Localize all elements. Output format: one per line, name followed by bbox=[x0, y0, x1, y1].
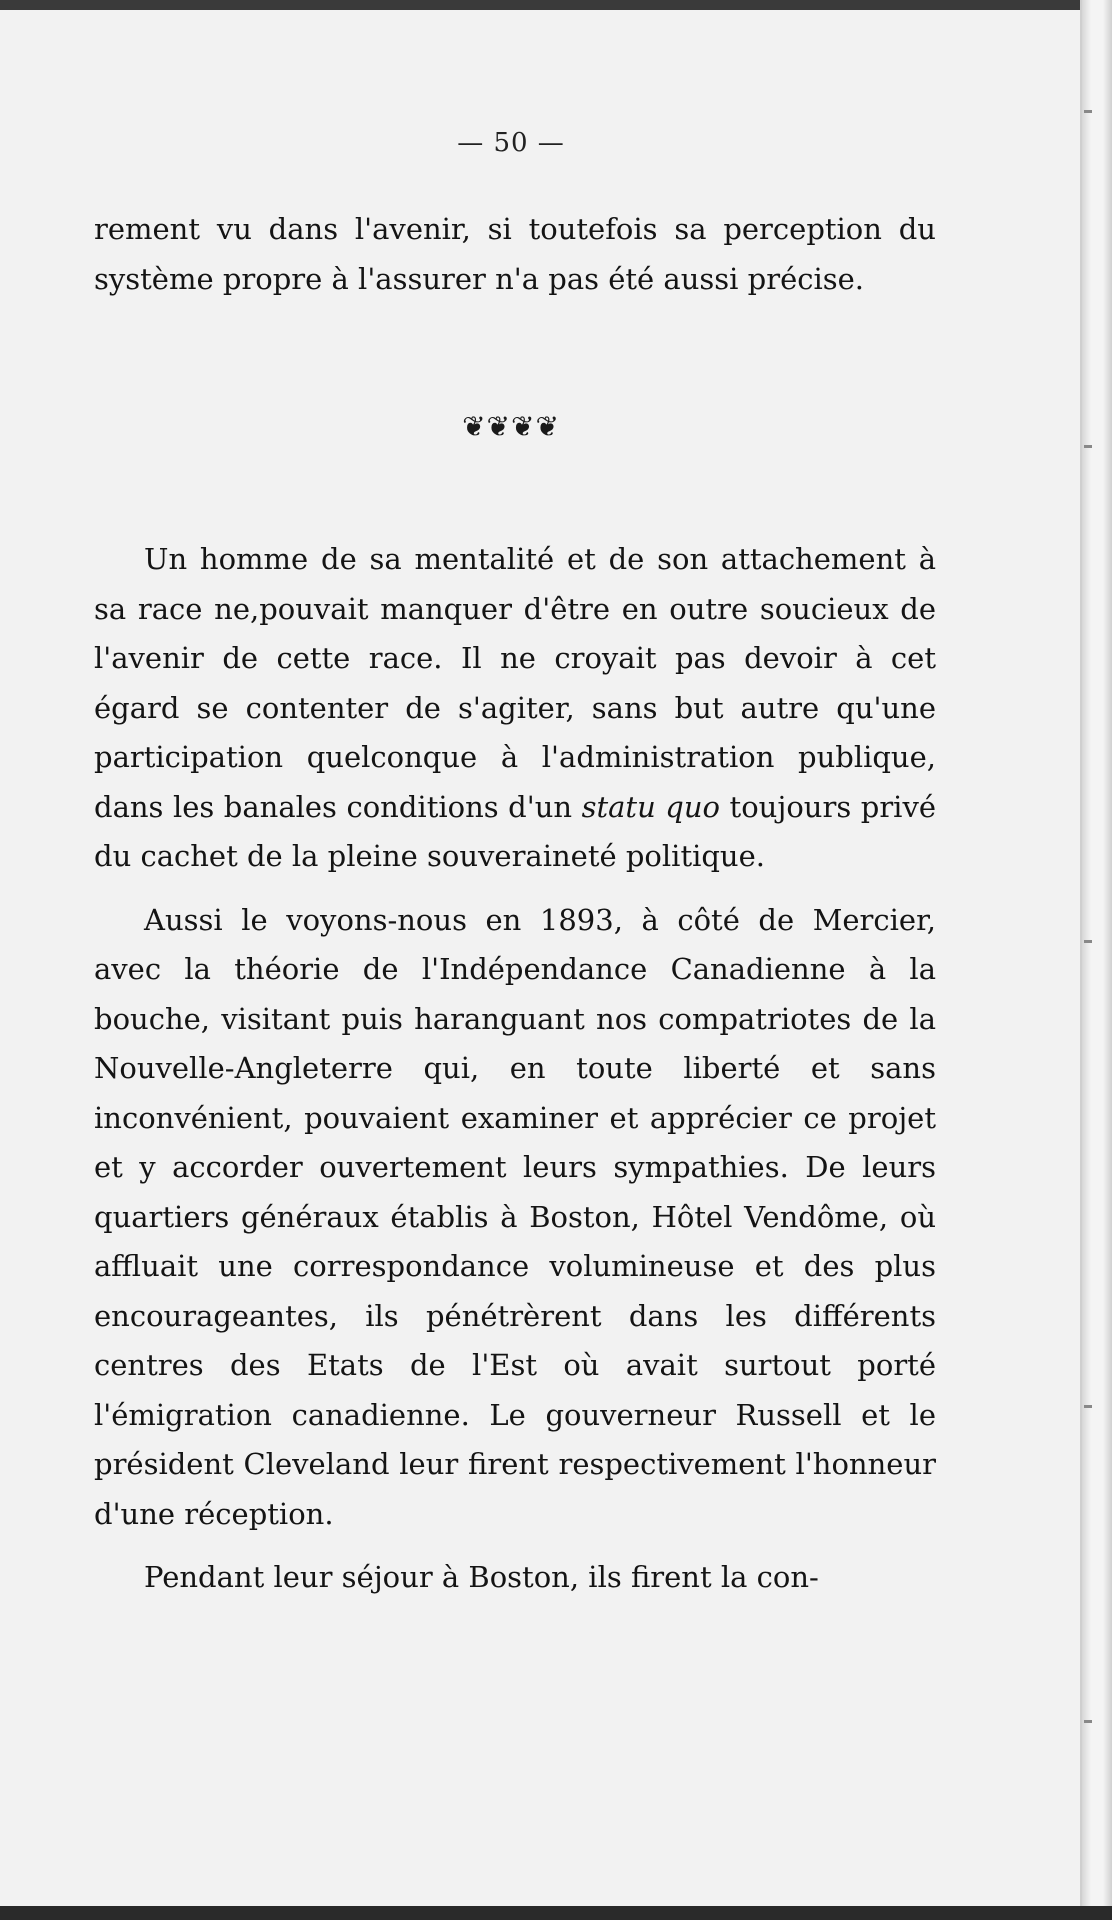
paragraph-gap bbox=[94, 1539, 936, 1553]
paragraph: Aussi le voyons-nous en 1893, à côté de Mercier, avec la théorie de l'Indépendance Canadienne à la bouche, visitant puis haranguant nos compatriotes de la Nouvelle-Angleterre qui, en toute liberté et sans inconvénient, pouvaient examiner et apprécier ce projet et y accorder ouvertement leurs sympathies. De leurs quartiers généraux établis à Boston, Hôtel Vendôme, où affluait une correspondance volumineuse et des plus encourageantes, ils pénétrèrent dans les différents centres des Etats de l'Est où avait surtout porté l'émigration canadienne. Le gouverneur Russell et le président Cleveland leur firent respectivement l'honneur d'une réception. bbox=[94, 902, 936, 1531]
paragraph-gap bbox=[94, 882, 936, 896]
scan-bottom-edge bbox=[0, 1906, 1112, 1920]
scan-right-edge bbox=[1080, 0, 1112, 1920]
paragraph: Pendant leur séjour à Boston, ils firent la con- bbox=[144, 1560, 819, 1594]
edge-mark bbox=[1084, 940, 1092, 943]
edge-mark bbox=[1084, 110, 1092, 113]
paragraph-text: toujours privé du cachet de la pleine souveraineté politique. bbox=[94, 789, 936, 873]
text-block-main bbox=[94, 535, 936, 1603]
section-ornament: ❦❦❦❦ bbox=[462, 410, 560, 443]
paragraph-text: Un homme de sa mentalité et de son attachement à sa race ne,pouvait manquer d'être en outre soucieux de l'avenir de cette race. Il ne croyait pas devoir à cet égard se contenter de s'agiter, sans but autre qu'une participation quelconque à l'administration publique, dans les banales conditions d'un bbox=[94, 542, 936, 824]
edge-mark bbox=[1084, 1720, 1092, 1723]
edge-mark bbox=[1084, 445, 1092, 448]
paragraph-continuation: rement vu dans l'avenir, si toutefois sa perception du système propre à l'assurer n'a pas été aussi précise. bbox=[94, 212, 936, 296]
page-number: — 50 — bbox=[457, 128, 565, 158]
edge-mark bbox=[1084, 1405, 1092, 1408]
scan-top-edge bbox=[0, 0, 1112, 10]
italic-phrase: statu quo bbox=[581, 789, 721, 824]
paragraph bbox=[94, 535, 936, 882]
text-block-top bbox=[94, 205, 936, 304]
page-sheet bbox=[0, 10, 1082, 1910]
